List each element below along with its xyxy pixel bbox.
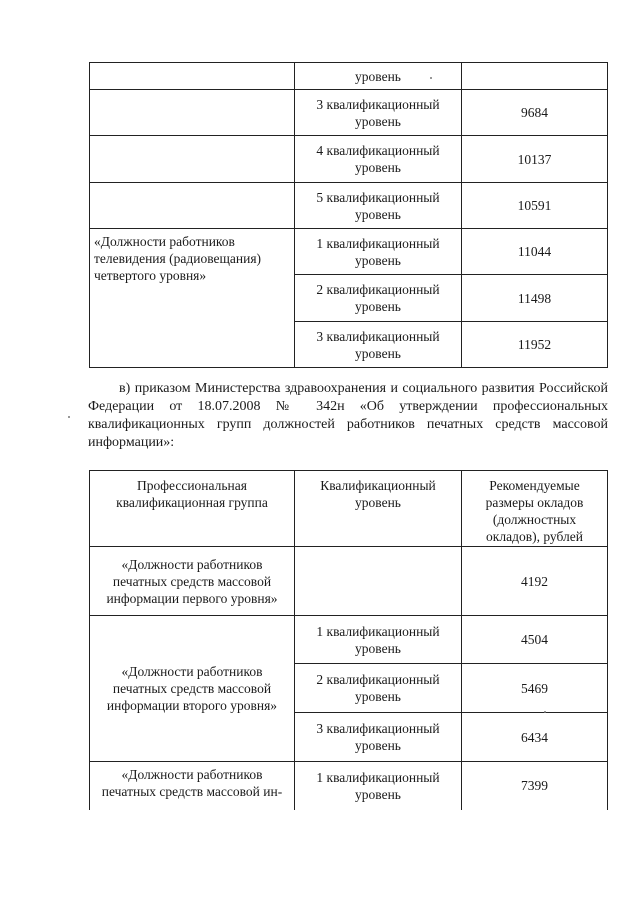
level-cell: 3 квалификационный уровень (295, 713, 462, 762)
salary-table-print-media (89, 470, 608, 810)
scan-speck (68, 416, 70, 418)
group-cell-empty (90, 90, 295, 136)
salary-cell: 10591 (462, 183, 608, 229)
table-row (90, 616, 608, 664)
group-name-cell: «Должности работников печатных средств массовой ин- (90, 762, 295, 810)
level-cell (295, 547, 462, 616)
salary-cell (462, 63, 608, 90)
header-level: Квалификационный уровень (295, 471, 462, 547)
order-paragraph (88, 380, 608, 452)
level-cell: 4 квалификационный уровень (295, 136, 462, 183)
salary-cell: 6434 (462, 713, 608, 762)
level-cell: 5 квалификационный уровень (295, 183, 462, 229)
group-cell-empty (90, 183, 295, 229)
level-cell: 2 квалификационный уровень (295, 664, 462, 713)
salary-cell: 11498 (462, 275, 608, 322)
group-cell-empty (90, 63, 295, 90)
paragraph-text: в) приказом Министерства здравоохранения и социального развития Российской Федерации от 18.07.2008 № 342н «Об утверждении профессиональных квалификационных групп должностей работников печатных средств массовой информации»: (88, 381, 608, 450)
header-group: Профессиональная квалификационная группа (90, 471, 295, 547)
table-row (90, 90, 608, 136)
table-row (90, 63, 608, 90)
salary-cell: 4192 (462, 547, 608, 616)
table-row (90, 547, 608, 616)
salary-cell: 11952 (462, 322, 608, 368)
level-cell: 2 квалификационный уровень (295, 275, 462, 322)
table-row (90, 229, 608, 275)
scan-speck (544, 711, 546, 713)
table-header-row (90, 471, 608, 547)
table-row (90, 136, 608, 183)
salary-cell: 7399 (462, 762, 608, 810)
group-name-cell: «Должности работников печатных средств массовой информации второго уровня» (90, 616, 295, 762)
group-cell-empty (90, 136, 295, 183)
group-name-cell: «Должности работников телевидения (радиовещания) четвертого уровня» (90, 229, 295, 368)
scan-speck (430, 77, 432, 79)
table-row (90, 762, 608, 810)
level-cell: 1 квалификационный уровень (295, 762, 462, 810)
salary-cell: 10137 (462, 136, 608, 183)
salary-table-tv (89, 62, 608, 368)
level-cell: 3 квалификационный уровень (295, 90, 462, 136)
level-cell: уровень (295, 63, 462, 90)
salary-cell: 4504 (462, 616, 608, 664)
salary-cell: 5469 (462, 664, 608, 713)
level-cell: 3 квалификационный уровень (295, 322, 462, 368)
group-name-cell: «Должности работников печатных средств массовой информации первого уровня» (90, 547, 295, 616)
level-cell: 1 квалификационный уровень (295, 616, 462, 664)
salary-cell: 9684 (462, 90, 608, 136)
header-salary: Рекомендуемые размеры окладов (должностных окладов), рублей (462, 471, 608, 547)
level-cell: 1 квалификационный уровень (295, 229, 462, 275)
salary-cell: 11044 (462, 229, 608, 275)
table-row (90, 183, 608, 229)
